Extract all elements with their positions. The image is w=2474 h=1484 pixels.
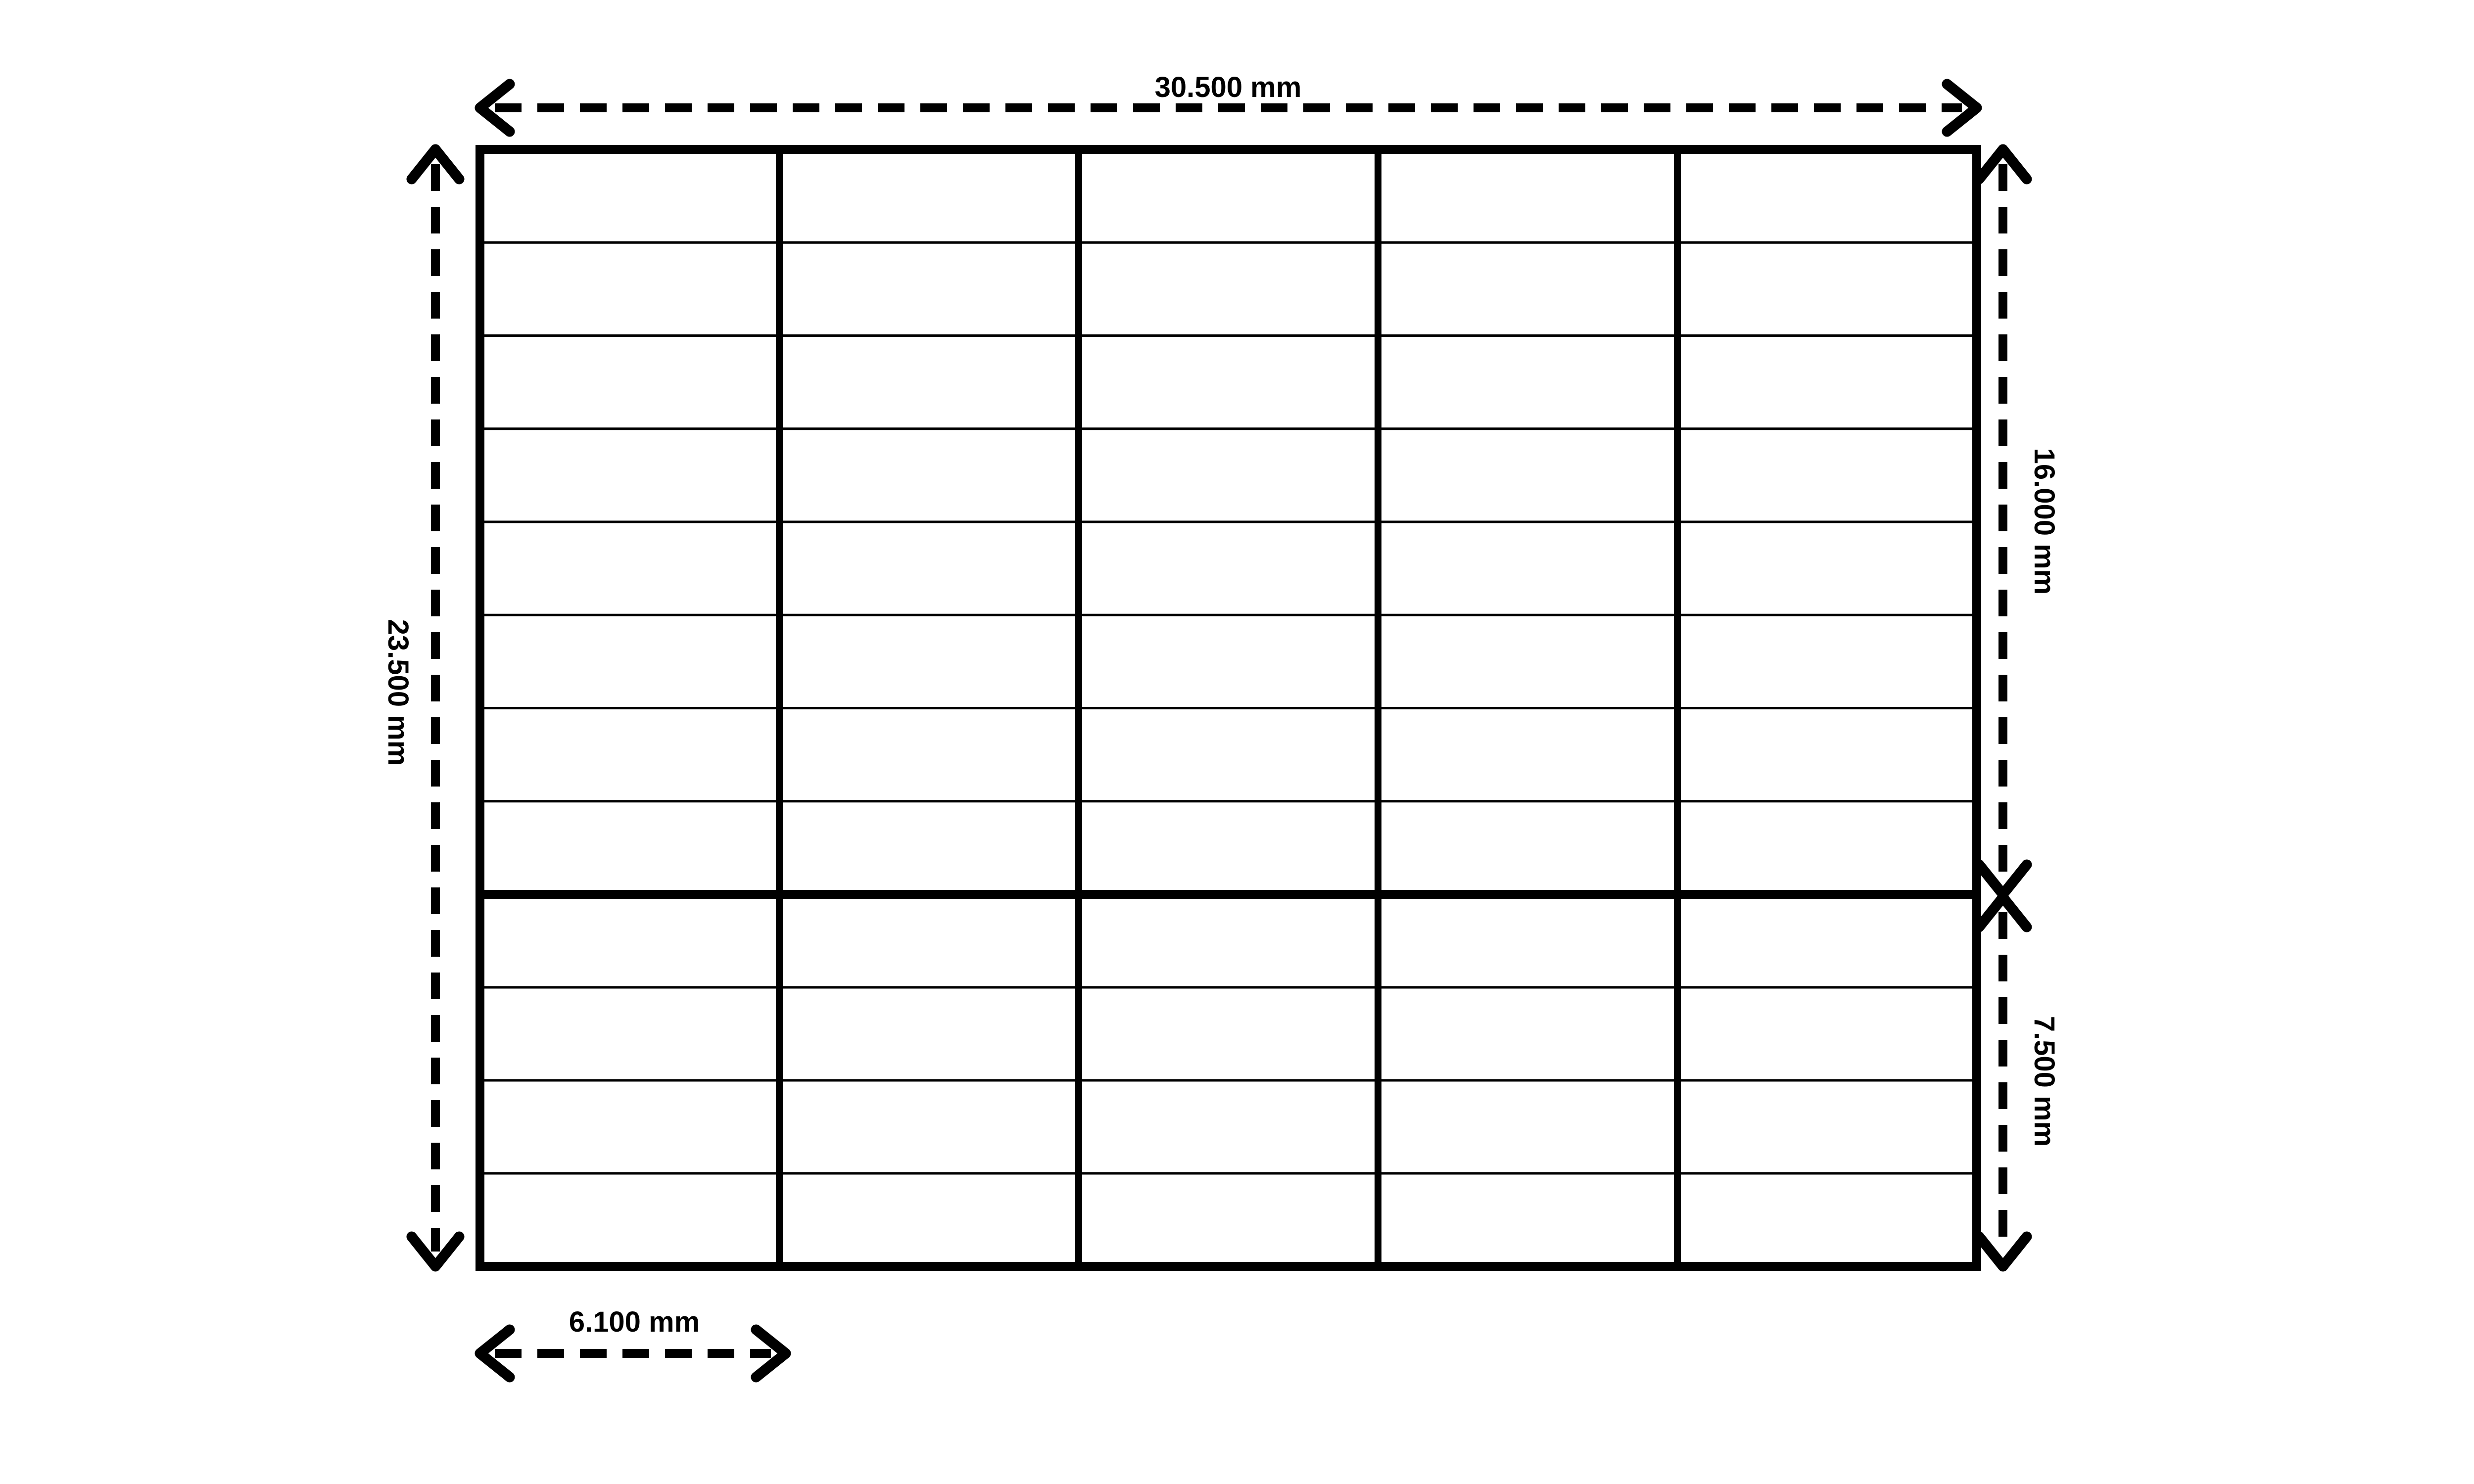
dim-label-column-width: 6.100 mm [569,1306,700,1338]
dim-label-top-section-height: 16.000 mm [2028,448,2060,595]
dim-label-total-width: 30.500 mm [1154,71,1302,103]
grid-lines [476,149,1981,1266]
dim-bottom-section-height [1979,897,2027,1266]
dim-total-height [412,149,459,1266]
dimension-lines [412,84,2027,1377]
dim-label-total-height: 23.500 mm [382,619,414,766]
dim-top-section-height [1979,149,2027,894]
dim-label-bottom-section-height: 7.500 mm [2028,1016,2060,1147]
